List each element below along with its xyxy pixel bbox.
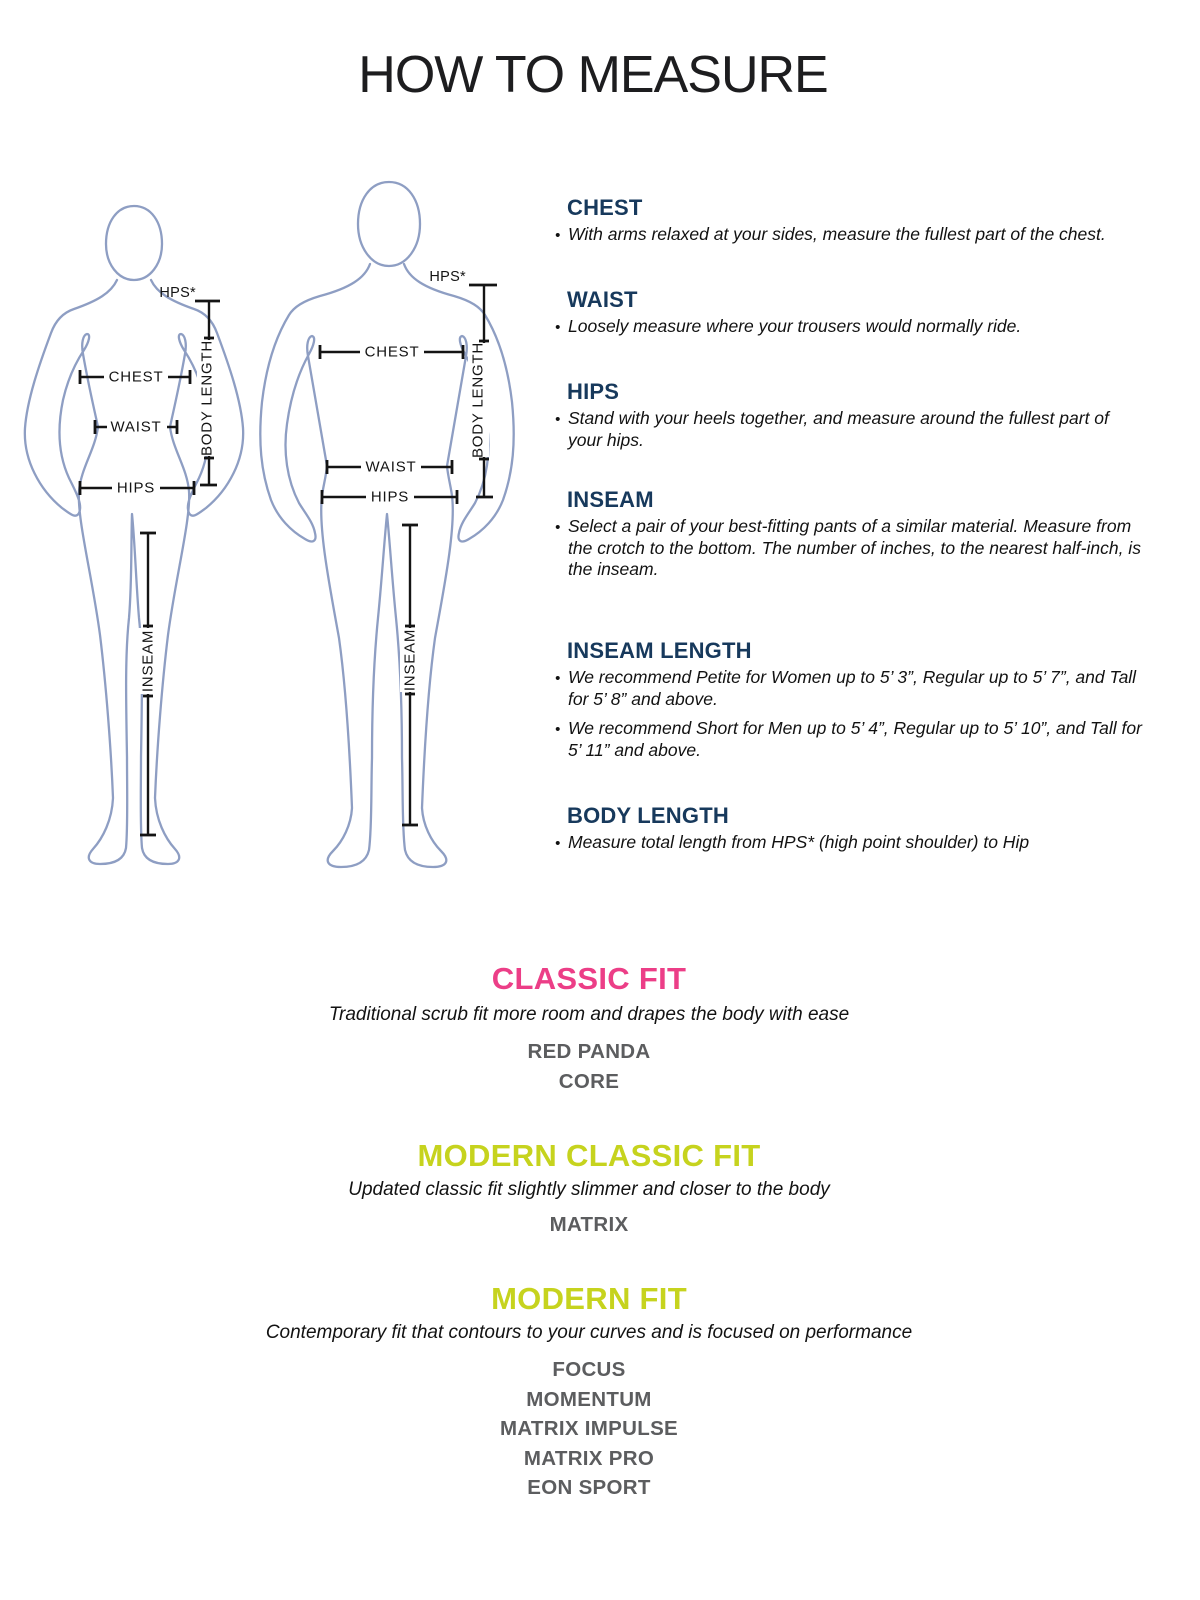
male-hips-label: HIPS — [370, 488, 410, 506]
fit-block-modern-classic — [0, 1138, 1178, 1240]
collection-core: CORE — [558, 1069, 620, 1093]
section-inseam-bullet: • Select a pair of your best-fitting pants of a similar material. Measure from the crotch to the bottom. The number of inches, to the nearest half-inch, is the inseam. — [554, 516, 1142, 581]
male-body-length-label: BODY LENGTH — [469, 341, 487, 459]
section-body-length-heading: BODY LENGTH — [567, 803, 729, 828]
collection-red-panda: RED PANDA — [527, 1040, 651, 1063]
section-hips — [554, 379, 1142, 459]
male-measurements — [320, 269, 497, 825]
section-inseam-length — [554, 638, 1142, 769]
male-inseam-label: INSEAM — [401, 628, 419, 692]
male-head — [358, 182, 420, 266]
section-chest-bullet: • With arms relaxed at your sides, measure the fullest part of the chest. — [554, 224, 1142, 246]
section-body-length-bullet: • Measure total length from HPS* (high point shoulder) to Hip — [554, 832, 1142, 854]
section-chest — [554, 195, 1142, 254]
section-hips-bullet: • Stand with your heels together, and measure around the fullest part of your hips. — [554, 408, 1142, 451]
fit-classic-heading: CLASSIC FIT — [491, 961, 687, 996]
section-waist-bullet: • Loosely measure where your trousers would normally ride. — [554, 316, 1142, 338]
fit-modern-classic-heading: MODERN CLASSIC FIT — [417, 1138, 761, 1173]
male-waist-label: WAIST — [365, 458, 417, 476]
female-inseam-label: INSEAM — [139, 629, 157, 693]
section-waist — [554, 287, 1142, 346]
male-chest-label: CHEST — [364, 343, 420, 361]
fit-block-modern — [0, 1281, 1178, 1503]
section-inseam-length-bullet-women: • We recommend Petite for Women up to 5’ 3”, Regular up to 5’ 7”, and Tall for 5’ 8” and above. — [554, 667, 1142, 710]
section-inseam-length-heading: INSEAM LENGTH — [567, 638, 752, 663]
section-inseam — [554, 487, 1142, 589]
collection-matrix-pro: MATRIX PRO — [523, 1446, 655, 1470]
fit-modern-classic-description: Updated classic fit slightly slimmer and closer to the body — [348, 1179, 830, 1200]
female-chest-label: CHEST — [108, 368, 164, 386]
collection-matrix-impulse: MATRIX IMPULSE — [499, 1417, 679, 1440]
fit-classic-description: Traditional scrub fit more room and drapes the body with ease — [328, 1004, 850, 1025]
page-title: HOW TO MEASURE — [358, 46, 828, 104]
fit-modern-collections — [0, 1355, 1178, 1503]
section-inseam-length-bullet-men: • We recommend Short for Men up to 5’ 4”, Regular up to 5’ 10”, and Tall for 5’ 11” and above. — [554, 718, 1142, 761]
fit-modern-classic-collections — [0, 1210, 1178, 1240]
collection-focus: FOCUS — [552, 1358, 626, 1381]
male-hps-label: HPS* — [429, 269, 466, 285]
fit-block-classic — [0, 961, 1178, 1096]
female-hps-label: HPS* — [159, 285, 196, 301]
collection-eon-sport: EON SPORT — [527, 1476, 651, 1499]
collection-matrix: MATRIX — [549, 1213, 629, 1236]
section-body-length — [554, 803, 1142, 862]
section-chest-heading: CHEST — [567, 195, 643, 220]
female-measurements — [80, 285, 220, 835]
female-waist-label: WAIST — [110, 418, 162, 436]
section-hips-heading: HIPS — [567, 379, 620, 404]
fit-classic-collections — [0, 1037, 1178, 1096]
section-inseam-heading: INSEAM — [567, 487, 654, 512]
female-hips-label: HIPS — [116, 479, 156, 497]
fit-modern-description: Contemporary fit that contours to your curves and is focused on performance — [265, 1322, 913, 1343]
female-body-length-label: BODY LENGTH — [198, 339, 216, 457]
collection-momentum: MOMENTUM — [526, 1387, 652, 1411]
section-waist-heading: WAIST — [567, 287, 638, 312]
female-figure-outline — [25, 206, 243, 864]
fit-modern-heading: MODERN FIT — [491, 1281, 687, 1316]
female-head — [106, 206, 162, 280]
